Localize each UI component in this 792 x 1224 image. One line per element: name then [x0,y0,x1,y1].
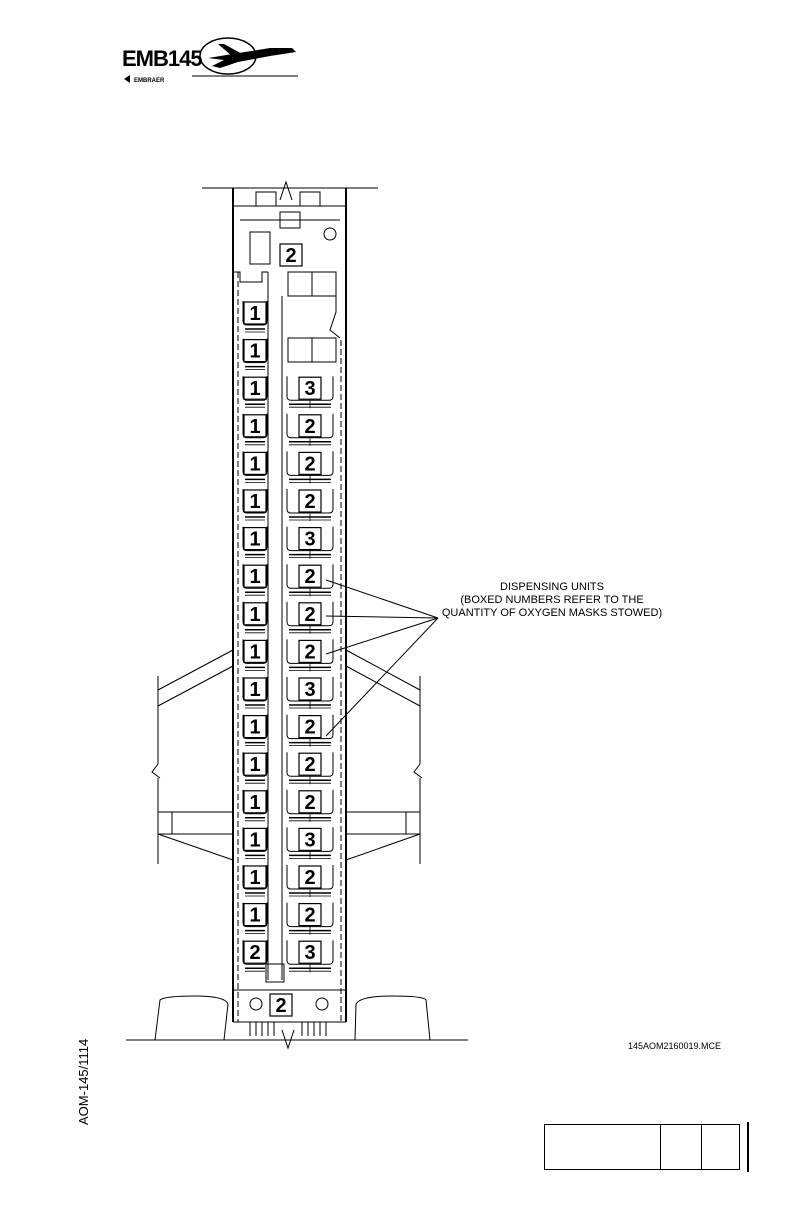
mask-count: 1 [249,603,261,626]
left-seat-unit [243,903,267,934]
forward-dispensing-unit [280,244,302,267]
right-seat-unit [287,527,333,559]
aft-dispensing-unit [270,994,292,1017]
mask-count: 2 [304,453,316,476]
left-seat-unit [243,451,267,482]
mask-count: 1 [249,791,261,814]
aft-unit-count: 2 [275,995,287,1017]
right-seat-unit [287,602,333,634]
mask-count: 3 [304,528,316,551]
mask-count: 1 [249,754,261,777]
right-seat-unit [287,715,333,747]
left-seat-unit [243,564,267,595]
revision-bar [747,1122,749,1172]
left-seat-unit [243,677,267,708]
hatch-icon [324,228,336,240]
mask-count: 2 [304,415,316,438]
note-line-1: DISPENSING UNITS [500,581,604,593]
right-seat-unit [287,376,333,408]
mask-count: 1 [249,641,261,664]
mask-count: 1 [249,867,261,889]
mask-count: 2 [304,603,316,626]
left-seat-unit [243,790,267,821]
right-seat-unit [287,414,333,446]
emb145-logo-text: EMB145 [122,46,202,71]
left-seat-unit [243,865,267,896]
mask-count: 2 [304,904,316,927]
mask-count: 2 [304,716,316,739]
mask-count: 2 [304,566,316,589]
left-seat-unit [243,602,267,633]
mask-count: 2 [304,641,316,664]
mask-count: 2 [249,942,261,965]
left-seat-unit [243,752,267,783]
forward-pointer-icon [280,182,292,200]
note-line-2: (BOXED NUMBERS REFER TO THE [460,594,644,606]
mask-count: 1 [249,340,261,363]
left-engine-nacelle [155,996,228,1040]
left-seat-unit [243,301,267,332]
passenger-seats [243,301,333,972]
document-id: AOM-145/1114 [76,1038,91,1125]
mask-count: 1 [249,716,261,739]
aft-right-hatch-icon [316,998,328,1010]
right-seat-unit [287,489,333,521]
mask-count: 1 [249,453,261,476]
right-seat-unit [287,865,333,897]
left-seat-unit [243,339,267,370]
aft-pointer-icon [282,1030,294,1048]
aft-door-sill [250,1022,326,1036]
right-seat-unit [287,903,333,935]
right-seat-unit [287,790,333,822]
right-seat-unit [287,639,333,671]
mask-count: 1 [249,378,261,401]
revision-box [544,1124,740,1170]
aft-left-hatch-icon [250,998,262,1010]
left-seat-unit [243,489,267,520]
left-wing-leading-edge [158,650,233,690]
right-seat-unit [287,451,333,483]
mask-count: 3 [304,378,316,401]
left-seat-unit [243,639,267,670]
mask-count: 1 [249,491,261,513]
left-seat-unit [243,827,267,858]
mask-count: 1 [249,904,261,927]
left-wing-flap [158,812,233,860]
mask-count: 1 [249,415,261,438]
mask-count: 2 [304,867,316,889]
callout-leaders [326,580,438,736]
embraer-brand-text: EMBRAER [134,78,165,84]
mask-count: 2 [304,791,316,814]
mask-count: 1 [249,829,261,852]
mask-count: 2 [304,491,316,513]
mask-count: 1 [249,566,261,589]
forward-unit-count: 2 [285,245,297,267]
right-seat-unit [287,827,333,859]
left-seat-unit [243,715,267,746]
left-seat-unit [243,527,267,558]
mask-count: 1 [249,528,261,551]
mask-count: 2 [304,754,316,777]
mask-count: 1 [249,303,261,325]
right-seat-unit [287,752,333,784]
drawing-reference: 145AOM2160019.MCE [628,1041,722,1051]
right-seat-unit [287,940,333,972]
mask-count: 1 [249,679,261,701]
mask-count: 3 [304,679,316,701]
right-wing-leading-edge [346,650,420,690]
right-seat-unit [287,677,333,709]
left-seat-unit [243,376,267,407]
left-seat-unit [243,940,267,971]
note-line-3: QUANTITY OF OXYGEN MASKS STOWED) [441,607,663,619]
right-engine-nacelle [355,996,430,1040]
mask-count: 3 [304,942,316,965]
right-wing-flap [346,812,420,860]
mask-count: 3 [304,829,316,852]
left-seat-unit [243,414,267,445]
